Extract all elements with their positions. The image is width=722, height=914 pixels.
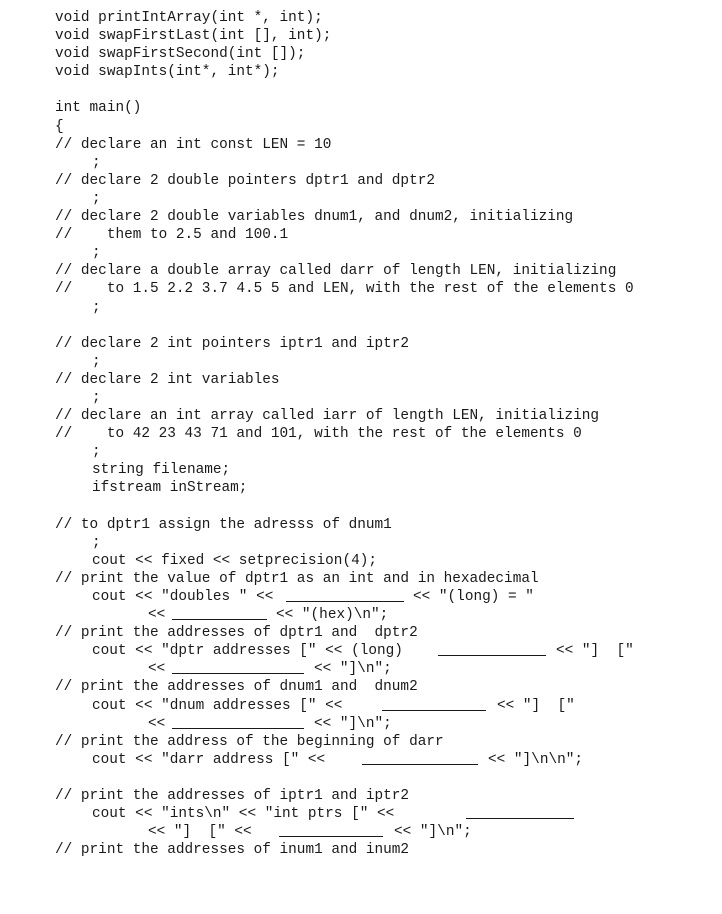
code-line [0, 335, 722, 353]
code-line [0, 516, 722, 534]
code-line [0, 353, 722, 371]
code-line [0, 45, 722, 63]
prototype-2: void swapFirstLast(int [], int); [55, 28, 332, 45]
code-line [0, 552, 722, 570]
code-line [0, 787, 722, 805]
fill-in-blank[interactable] [286, 588, 404, 602]
blank-statement: ; [92, 389, 101, 406]
code-line [0, 299, 722, 317]
cout-doubles-long: << "(long) = " [413, 589, 534, 605]
code-line [0, 99, 722, 117]
comment-print-iptr: // print the addresses of iptr1 and iptr2 [55, 788, 410, 805]
prototype-3: void swapFirstSecond(int []); [55, 46, 306, 63]
code-line [0, 715, 722, 733]
code-line [0, 262, 722, 280]
code-line [0, 443, 722, 461]
blank-statement: ; [92, 245, 101, 262]
code-line [0, 534, 722, 552]
comment-print-value: // print the value of dptr1 as an int and in hexadecimal [55, 570, 539, 587]
cout-ints-sep: << "] [" << [148, 824, 252, 841]
comment-assign: // to dptr1 assign the adresss of dnum1 [55, 516, 392, 533]
comment-iarr-2: // to 42 23 43 71 and 101, with the rest of the elements 0 [55, 426, 582, 443]
blank-statement: ; [92, 299, 101, 316]
code-line [0, 226, 722, 244]
cout-darr-end: << "]\n\n"; [488, 751, 583, 768]
cout-ints-end: << "]\n"; [394, 824, 472, 841]
cout-dnum-end: << "]\n"; [314, 715, 392, 732]
comment-print-inum: // print the addresses of inum1 and inum2 [55, 842, 410, 859]
code-line [0, 660, 722, 678]
code-line [0, 425, 722, 443]
code-line [0, 154, 722, 172]
stream-op: << [148, 607, 166, 624]
code-line [0, 407, 722, 425]
code-line [0, 805, 722, 823]
cout-ints-start: cout << "ints\n" << "int ptrs [" << [92, 806, 395, 823]
open-brace: { [55, 118, 64, 135]
fill-in-blank[interactable] [172, 715, 304, 729]
comment-darr-2: // to 1.5 2.2 3.7 4.5 5 and LEN, with the rest of the elements 0 [55, 281, 634, 298]
comment-dnum-1: // declare 2 double variables dnum1, and dnum2, initializing [55, 209, 574, 226]
fill-in-blank[interactable] [172, 606, 267, 620]
prototype-4: void swapInts(int*, int*); [55, 64, 280, 81]
comment-ivars: // declare 2 int variables [55, 371, 280, 388]
blank-line [0, 498, 722, 516]
code-line [0, 389, 722, 407]
code-line [0, 697, 722, 715]
cout-doubles-start: cout << "doubles " << [92, 589, 274, 605]
fill-in-blank[interactable] [382, 697, 486, 711]
comment-dnum-2: // them to 2.5 and 100.1 [55, 227, 289, 244]
code-line [0, 208, 722, 226]
cout-dptr-start: cout << "dptr addresses [" << (long) [92, 643, 403, 660]
comment-iarr-1: // declare an int array called iarr of length LEN, initializing [55, 408, 600, 425]
blank-statement: ; [92, 353, 101, 370]
blank-line [0, 769, 722, 787]
code-line [0, 606, 722, 624]
blank-line [0, 317, 722, 335]
comment-print-dptr: // print the addresses of dptr1 and dptr2 [55, 625, 418, 642]
code-line [0, 570, 722, 588]
code-line [0, 63, 722, 81]
cout-dnum-start: cout << "dnum addresses [" << [92, 697, 343, 714]
comment-print-darr: // print the address of the beginning of darr [55, 733, 444, 750]
code-line [0, 371, 722, 389]
blank-statement: ; [92, 154, 101, 171]
code-line [0, 172, 722, 190]
cout-dptr-end: << "]\n"; [314, 661, 392, 678]
fill-in-blank[interactable] [466, 805, 574, 819]
comment-iptr: // declare 2 int pointers iptr1 and iptr2 [55, 335, 410, 352]
stream-op: << [148, 715, 166, 732]
code-line [0, 588, 722, 606]
blank-statement: ; [92, 444, 101, 461]
code-line [0, 751, 722, 769]
code-line [0, 678, 722, 696]
cout-darr-start: cout << "darr address [" << [92, 751, 326, 768]
code-line [0, 461, 722, 479]
code-line [0, 9, 722, 27]
prototype-1: void printIntArray(int *, int); [55, 10, 323, 26]
fill-in-blank[interactable] [172, 660, 304, 674]
fill-in-blank[interactable] [438, 642, 546, 656]
code-line [0, 624, 722, 642]
code-line [0, 27, 722, 45]
comment-len: // declare an int const LEN = 10 [55, 136, 332, 153]
fill-in-blank[interactable] [362, 751, 478, 765]
cout-dnum-sep: << "] [" [497, 697, 575, 714]
cout-doubles-hex: << "(hex)\n"; [276, 607, 389, 624]
blank-line [0, 81, 722, 99]
blank-statement: ; [92, 190, 101, 207]
cout-setprecision: cout << fixed << setprecision(4); [92, 552, 377, 569]
code-line [0, 642, 722, 660]
main-signature: int main() [55, 100, 142, 117]
blank-statement: ; [92, 534, 101, 551]
code-line [0, 136, 722, 154]
cout-dptr-sep: << "] [" [556, 643, 634, 660]
comment-print-dnum: // print the addresses of dnum1 and dnum2 [55, 679, 418, 696]
ifstream-declaration: ifstream inStream; [92, 480, 248, 497]
code-line [0, 733, 722, 751]
comment-dptr: // declare 2 double pointers dptr1 and dptr2 [55, 172, 435, 189]
fill-in-blank[interactable] [279, 823, 383, 837]
stream-op: << [148, 661, 166, 678]
comment-darr-1: // declare a double array called darr of length LEN, initializing [55, 263, 617, 280]
code-line [0, 823, 722, 841]
string-declaration: string filename; [92, 462, 231, 479]
code-line [0, 118, 722, 136]
code-line [0, 841, 722, 859]
code-line [0, 479, 722, 497]
code-line [0, 244, 722, 262]
code-line [0, 190, 722, 208]
code-line [0, 280, 722, 298]
